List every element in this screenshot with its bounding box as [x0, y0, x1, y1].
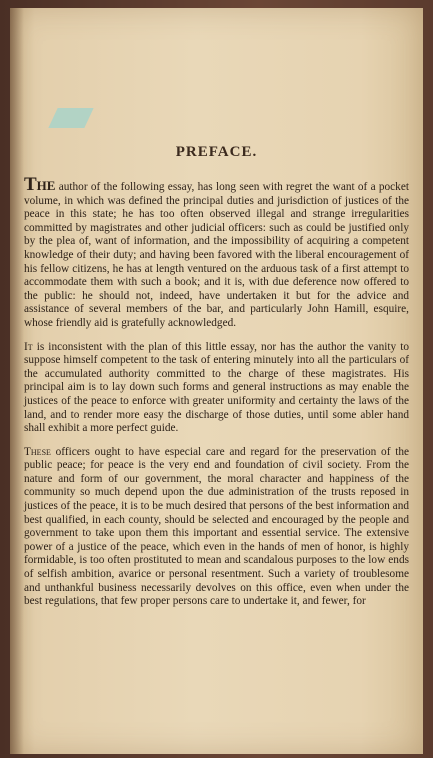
paragraph-3-lead: These: [24, 445, 51, 458]
page-title: PREFACE.: [175, 144, 258, 160]
paragraph-3: [24, 446, 409, 609]
paragraph-3-text: officers ought to have especial care and regard for the preservation of the public peace; for peace is the very end and foundation of civil society. From the nature and form of our government, the moral character and happiness of the community so much depend upon the due administration of the trusts reposed in justices of the peace, it is to be much desired that persons of the best information and best qualified, in each county, should be selected and encouraged by the people and government to take upon them this important and essential service. The extensive power of a justice of the peace, which even in the hands of men of honor, is highly formidable, is too often prostituted to mean and scandalous purposes to the low ends of selfish ambition, avarice or personal resentment. Such a variety of troublesome and unthankful business necessarily devolves on this office, even when under the best regulations, that few proper persons care to undertake it, and fewer, for: [24, 445, 409, 608]
paragraph-2: [24, 341, 409, 436]
page-gutter: [10, 8, 24, 754]
paper-tab-mark: [48, 108, 93, 128]
body-text: [24, 174, 409, 619]
paragraph-1-lead: The: [24, 174, 56, 195]
book-page: [10, 8, 423, 754]
paragraph-1: [24, 174, 409, 331]
paragraph-2-text: is inconsistent with the plan of this little essay, nor has the author the vanity to suppose himself competent to the task of entering minutely into all the particulars of the accumulated authority committed to the charge of these magistrates. His principal aim is to lay down such forms and general instructions as may enable the justices of the peace to enforce with greater uniformity and certainty the laws of the land, and to render more easy the discharge of those duties, until some abler hand shall exhibit a more perfect guide.: [24, 340, 409, 435]
paragraph-1-text: author of the following essay, has long seen with regret the want of a pocket volume, in which was defined the principal duties and jurisdiction of justices of the peace in this state; he has too often observed illegal and strange irregularities committed by magistrates and other judicial officers: such as could be justified only by the plea of, want of information, and the impossibility of acquiring a competent knowledge of their duty; and having been favored with the liberal encouragement of his fellow citizens, he has at length ventured on the arduous task of a first attempt to accommodate them with such a book; and it is, with due deference now offered to the public: he should not, indeed, have undertaken it but for the advice and assistance of several members of the bar, and particularly John Hamill, esquire, whose friendly aid is gratefully acknowledged.: [24, 181, 409, 329]
paragraph-2-lead: It: [24, 340, 33, 353]
